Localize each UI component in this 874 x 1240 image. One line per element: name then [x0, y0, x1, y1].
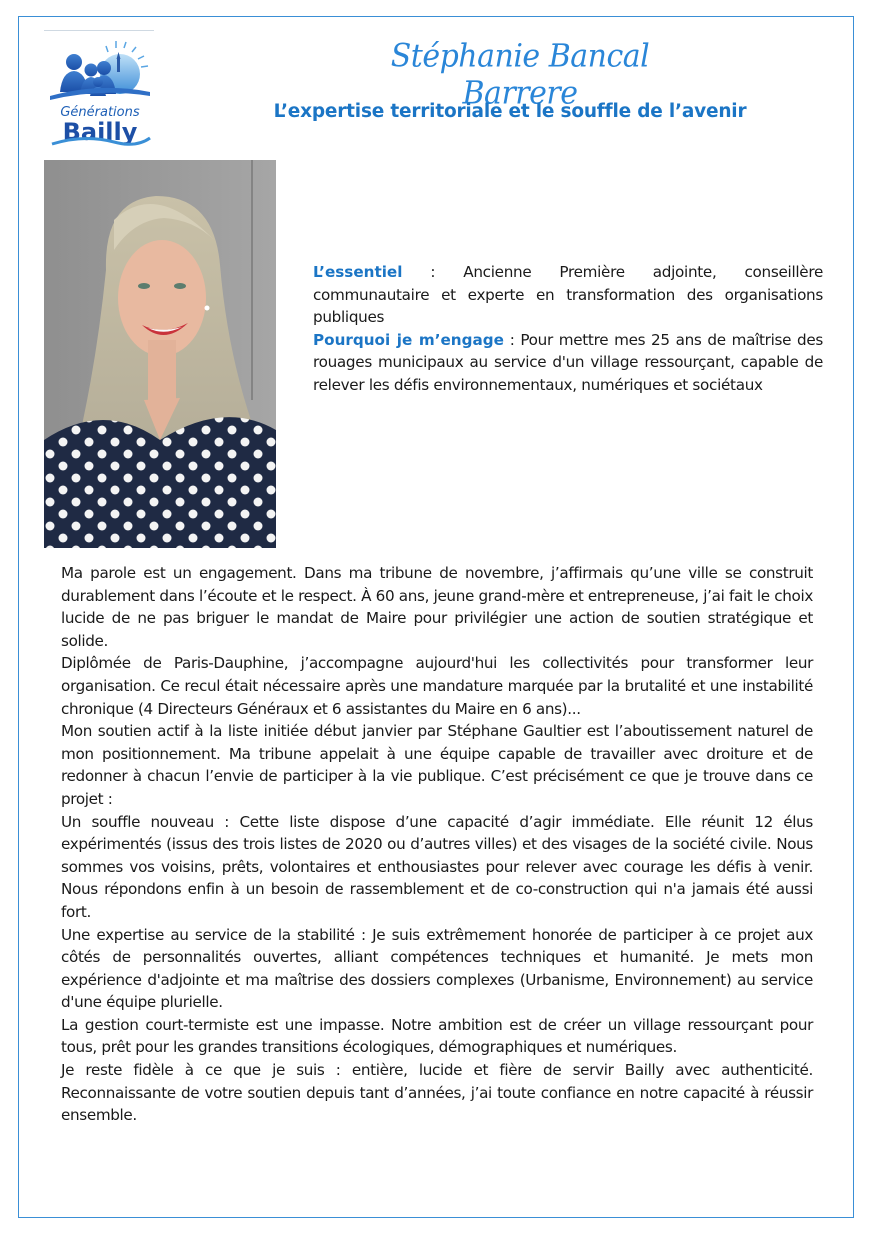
body-paragraph: La gestion court-termiste est une impasse. Notre ambition est de créer un village ressourçant pour tous, prêt pour les grandes transitions écologiques, démographiques et numériques.: [61, 1015, 813, 1057]
summary-essentiel: [313, 261, 823, 329]
logo-line2: Bailly: [62, 118, 138, 146]
candidate-signature: Stéphanie Bancal Barrere: [390, 38, 650, 112]
essentiel-text: : Ancienne Première adjointe, conseillère communautaire et experte en transformation des organisations publiques: [313, 263, 823, 326]
body-paragraph: Une expertise au service de la stabilité : Je suis extrêmement honorée de participer à ce projet aux côtés de personnalités ouvertes, alliant compétences techniques et humanité. Je mets mon expérience d'adjointe et ma maîtrise des dossiers complexes (Urbanisme, Environnement) au service d'une équipe plurielle.: [61, 925, 813, 1012]
page-title: L’expertise territoriale et le souffle de l’avenir: [273, 101, 747, 122]
portrait-image: [44, 160, 276, 548]
body-paragraph: Mon soutien actif à la liste initiée début janvier par Stéphane Gaultier est l’aboutissement naturel de mon positionnement. Ma tribune appelait à une équipe capable de travailler avec droiture et de redonner à chacun l’envie de participer à la vie publique. C’est précisément ce que je trouve dans ce projet :: [61, 722, 813, 808]
generations-bailly-logo: [44, 30, 156, 150]
body-paragraph: Je reste fidèle à ce que je suis : entière, lucide et fière de servir Bailly avec authenticité. Reconnaissante de votre soutien depuis tant d’années, j’ai toute confiance en notre capacité à réussir ensemble.: [61, 1061, 813, 1125]
body-paragraph: Un souffle nouveau : Cette liste dispose d’une capacité d’agir immédiate. Elle réunit 12 élus expérimentés (issus des trois listes de 2020 ou d’autres villes) et des visages de la société civile. Nous sommes vos voisins, prêts, volontaires et enthousiastes pour relever avec courage les défis à venir. Nous répondons enfin à un besoin de rassemblement et de co-construction qui n'a jamais été aussi fort.: [61, 812, 813, 921]
engage-text: : Pour mettre mes 25 ans de maîtrise des rouages municipaux au service d'un village ressourçant, capable de relever les défis environnementaux, numériques et sociétaux: [313, 330, 823, 394]
statement-body: [61, 562, 813, 1127]
summary-engagement: [313, 329, 823, 397]
essentiel-label: L’essentiel: [313, 263, 403, 281]
body-paragraph: Ma parole est un engagement. Dans ma tribune de novembre, j’affirmais qu’une ville se construit durablement dans l’écoute et le respect. À 60 ans, jeune grand-mère et entrepreneuse, j’ai fait le choix lucide de ne pas briguer le mandat de Maire pour privilégier une action de soutien stratégique et solide.: [61, 564, 813, 650]
candidate-portrait: [44, 160, 276, 548]
candidate-summary: [313, 261, 823, 396]
logo-graphic: [44, 30, 156, 150]
body-paragraph: Diplômée de Paris-Dauphine, j’accompagne aujourd'hui les collectivités pour transformer leur organisation. Ce recul était nécessaire après une mandature marquée par la brutalité et une instabilité chronique (4 Directeurs Généraux et 6 assistantes du Maire en 6 ans)...: [61, 654, 813, 718]
engage-label: Pourquoi je m’engage: [313, 330, 504, 349]
logo-line1: Générations: [60, 105, 140, 120]
